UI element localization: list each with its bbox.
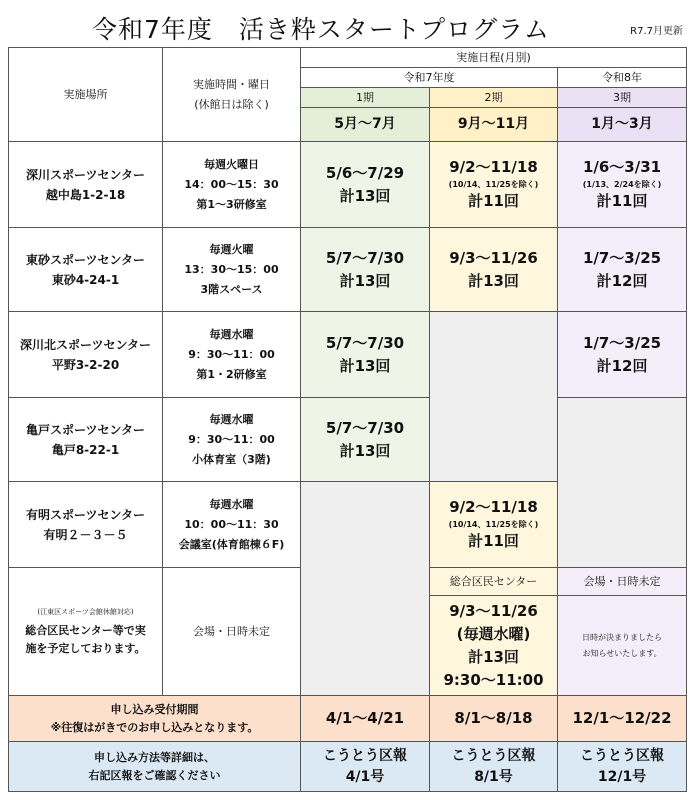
venue-cell xyxy=(9,398,163,482)
venue-name: 亀戸スポーツセンター xyxy=(25,422,146,437)
howto-period1 xyxy=(301,742,430,792)
venue-cell xyxy=(9,568,163,696)
day-label: 毎週水曜 xyxy=(209,412,254,426)
time-label: 14：00～15：30 xyxy=(184,177,279,191)
year2-header: 令和8年 xyxy=(558,68,687,88)
period1-header: 1期 xyxy=(301,88,430,108)
venue-cell xyxy=(9,482,163,568)
time-cell xyxy=(163,228,301,312)
time-label: 9：30～11：00 xyxy=(188,347,275,361)
period3-cell xyxy=(558,312,687,398)
period1-cell xyxy=(301,228,430,312)
dates-label: 1/7～3/25 xyxy=(582,333,662,352)
exclusion-note: (10/14、11/25を除く) xyxy=(448,520,539,529)
dates-label: 5/7～7/30 xyxy=(325,418,405,437)
howto-period3 xyxy=(558,742,687,792)
howto-label: 申し込み方法等詳細は、 xyxy=(94,750,215,764)
day-label: (毎週水曜) xyxy=(456,624,531,643)
exclusion-note: (10/14、11/25を除く) xyxy=(448,180,539,189)
table-row xyxy=(9,142,687,228)
period2-cell xyxy=(430,482,558,568)
dates-label: 5/7～7/30 xyxy=(325,248,405,267)
notice-line: お知らせいたします。 xyxy=(582,648,662,658)
updated-label: R7.7月更新 xyxy=(630,26,683,37)
table-row xyxy=(9,312,687,398)
time-header-line1: 実施時間・曜日 xyxy=(193,77,270,91)
venue-address: 平野3-2-20 xyxy=(51,357,120,372)
time-cell: 会場・日時未定 xyxy=(163,568,301,696)
howto-period2 xyxy=(430,742,558,792)
newsletter-issue: 12/1号 xyxy=(597,768,647,785)
period2-cell xyxy=(430,228,558,312)
day-label: 毎週火曜日 xyxy=(204,157,259,171)
exclusion-note: (1/13、2/24を除く) xyxy=(582,180,662,189)
howto-label: 右記区報をご確認ください xyxy=(88,768,221,782)
period1-range: 5月～7月 xyxy=(301,108,430,142)
period3-cell xyxy=(558,142,687,228)
count-label: 計13回 xyxy=(339,356,391,375)
venue-name: 深川スポーツセンター xyxy=(25,167,146,182)
title-bar xyxy=(0,8,693,44)
room-label: 小体育室（3階) xyxy=(192,452,271,466)
venue-name: 深川北スポーツセンター xyxy=(19,337,152,352)
time-label: 9:30～11:00 xyxy=(443,670,544,689)
period1-cell xyxy=(301,398,430,482)
venue-address: 東砂4-24-1 xyxy=(51,272,120,287)
period3-header: 3期 xyxy=(558,88,687,108)
table-row xyxy=(9,696,687,742)
newsletter-issue: 8/1号 xyxy=(474,768,513,785)
period3-venue-cell: 会場・日時未定 xyxy=(558,568,687,596)
year1-header: 令和7年度 xyxy=(301,68,558,88)
apply-label: 申し込み受付期間 xyxy=(110,702,199,716)
time-label: 9：30～11：00 xyxy=(188,432,275,446)
venue-name: 東砂スポーツセンター xyxy=(25,252,146,267)
page-title: 令和7年度 活き粋スタートプログラム xyxy=(92,15,550,44)
room-label: 第1・2研修室 xyxy=(196,367,267,381)
room-label: 第1～3研修室 xyxy=(196,197,267,211)
count-label: 計11回 xyxy=(596,192,648,210)
closure-note: (江東区スポーツ会館休館対応) xyxy=(37,607,134,616)
count-label: 計13回 xyxy=(339,441,391,460)
venue-name: 総合区民センター等で実 xyxy=(25,623,146,637)
period3-cell xyxy=(558,596,687,696)
venue-address: 越中島1-2-18 xyxy=(45,187,126,202)
venue-address: 有明２－３－５ xyxy=(43,527,128,542)
venue-header: 実施場所 xyxy=(9,48,163,142)
dates-label: 1/6～3/31 xyxy=(582,158,662,176)
period2-cell xyxy=(430,142,558,228)
day-label: 毎週火曜 xyxy=(209,242,254,256)
schedule-table xyxy=(8,47,687,792)
room-label: 会議室(体育館棟６F) xyxy=(178,537,285,551)
period2-range: 9月～11月 xyxy=(430,108,558,142)
period2-header: 2期 xyxy=(430,88,558,108)
time-cell xyxy=(163,312,301,398)
venue-name: 有明スポーツセンター xyxy=(25,507,146,522)
schedule-header: 実施日程(月別) xyxy=(301,48,687,68)
time-header-line2: (休館日は除く) xyxy=(194,97,269,111)
dates-label: 9/2～11/18 xyxy=(449,158,538,176)
count-label: 計11回 xyxy=(468,532,519,550)
apply-label-cell xyxy=(9,696,301,742)
venue-cell xyxy=(9,312,163,398)
time-header xyxy=(163,48,301,142)
table-row xyxy=(9,398,687,482)
count-label: 計11回 xyxy=(468,192,519,210)
time-cell xyxy=(163,142,301,228)
notice-line: 日時が決まりましたら xyxy=(582,632,663,642)
howto-label-cell xyxy=(9,742,301,792)
period2-cell xyxy=(430,596,558,696)
dates-label: 9/3～11/26 xyxy=(449,248,538,267)
newsletter-name: こうとう区報 xyxy=(451,747,536,764)
venue-address: 亀戸8-22-1 xyxy=(51,442,120,457)
time-label: 10：00～11：30 xyxy=(184,517,279,531)
time-cell xyxy=(163,398,301,482)
venue-cell xyxy=(9,228,163,312)
apply-period1: 4/1～4/21 xyxy=(301,696,430,742)
time-label: 13：30～15：00 xyxy=(184,262,279,276)
period2-venue-cell: 総合区民センター xyxy=(430,568,558,596)
count-label: 計12回 xyxy=(596,356,648,375)
dates-label: 1/7～3/25 xyxy=(582,248,662,267)
dates-label: 9/3～11/26 xyxy=(449,601,538,620)
apply-note: ※往復はがきでのお申し込みとなります。 xyxy=(50,720,259,734)
period1-cell xyxy=(301,312,430,398)
dates-label: 5/7～7/30 xyxy=(325,333,405,352)
room-label: 3階スペース xyxy=(200,282,263,296)
newsletter-name: こうとう区報 xyxy=(323,747,407,764)
time-cell xyxy=(163,482,301,568)
apply-period3: 12/1～12/22 xyxy=(558,696,687,742)
newsletter-name: こうとう区報 xyxy=(580,747,665,764)
apply-period2: 8/1～8/18 xyxy=(430,696,558,742)
period3-empty-cell xyxy=(558,398,687,568)
table-row xyxy=(9,228,687,312)
day-label: 毎週水曜 xyxy=(209,327,254,341)
period1-cell xyxy=(301,142,430,228)
dates-label: 9/2～11/18 xyxy=(449,498,538,516)
count-label: 計12回 xyxy=(596,271,648,290)
period3-cell xyxy=(558,228,687,312)
period2-empty-cell xyxy=(430,312,558,482)
period3-range: 1月～3月 xyxy=(558,108,687,142)
day-label: 毎週水曜 xyxy=(209,497,254,511)
count-label: 計13回 xyxy=(339,186,391,205)
dates-label: 5/6～7/29 xyxy=(325,163,405,182)
period1-empty-cell xyxy=(301,482,430,696)
count-label: 計13回 xyxy=(468,647,519,666)
newsletter-issue: 4/1号 xyxy=(345,768,385,785)
table-row xyxy=(9,742,687,792)
venue-cell xyxy=(9,142,163,228)
count-label: 計13回 xyxy=(339,271,391,290)
count-label: 計13回 xyxy=(468,271,519,290)
venue-name: 施を予定しております。 xyxy=(25,641,146,655)
